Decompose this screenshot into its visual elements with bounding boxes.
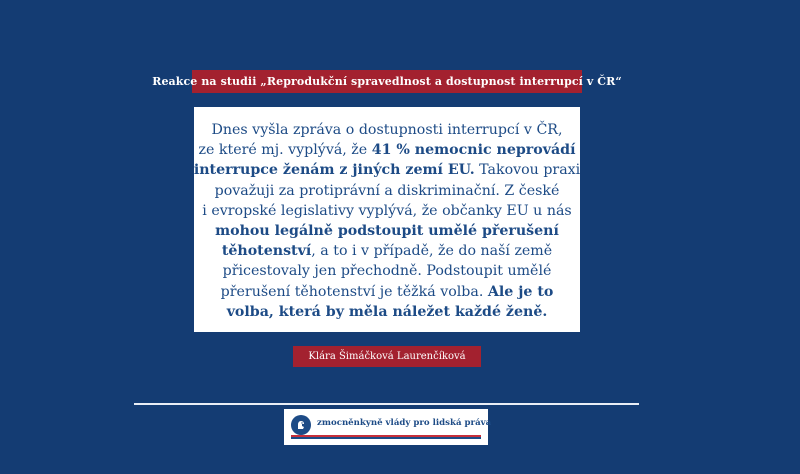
divider-line — [134, 403, 639, 405]
author-name: Klára Šimáčková Laurenčíková — [308, 351, 466, 362]
quote-line — [221, 282, 554, 302]
quote-line — [199, 140, 576, 160]
quote-text: ze které mj. vyplývá, že — [198, 142, 372, 159]
quote-text: přerušení těhotenství je těžká volba. — [220, 283, 488, 300]
office-logo — [284, 409, 492, 445]
quote-text: Takovou praxi — [474, 162, 581, 179]
headline-banner — [152, 70, 622, 93]
quote-emphasis: těhotenství — [221, 243, 312, 260]
lion-emblem-icon — [291, 415, 311, 435]
quote-line — [222, 241, 552, 261]
quote-line — [202, 201, 571, 221]
quote-line — [223, 261, 552, 281]
quote-text: Dnes vyšla zpráva o dostupnosti interrupcí v ČR, — [211, 122, 563, 138]
quote-line — [215, 181, 560, 201]
quote-text: považuji za protiprávní a diskriminační. Z české — [214, 182, 560, 199]
quote-emphasis: mohou legálně podstoupit umělé přerušení — [215, 223, 559, 240]
quote-emphasis: volba, která by měla náležet každé ženě. — [226, 303, 548, 320]
author-banner — [293, 346, 481, 367]
quote-emphasis: interrupce ženám z jiných zemí EU. — [193, 162, 475, 179]
quote-emphasis: 41 % nemocnic neprovádí — [371, 142, 576, 159]
office-name: zmocněnkyně vlády pro lidská práva — [317, 418, 492, 428]
quote-text: , a to i v případě, že do naší země — [311, 243, 553, 260]
headline-text: Reakce na studii „Reprodukční spravedlnost a dostupnost interrupcí v ČR“ — [152, 75, 622, 88]
quote-line — [211, 120, 562, 140]
quote-text: přicestovaly jen přechodně. Podstoupit umělé — [222, 263, 552, 280]
quote-line — [215, 221, 559, 241]
quote-card — [194, 107, 580, 332]
flag-stripes — [291, 435, 481, 439]
quote-line — [227, 302, 548, 322]
quote-emphasis: Ale je to — [487, 283, 554, 300]
quote-text: i evropské legislativy vyplývá, že občanky EU u nás — [202, 202, 572, 219]
quote-line — [194, 160, 580, 180]
